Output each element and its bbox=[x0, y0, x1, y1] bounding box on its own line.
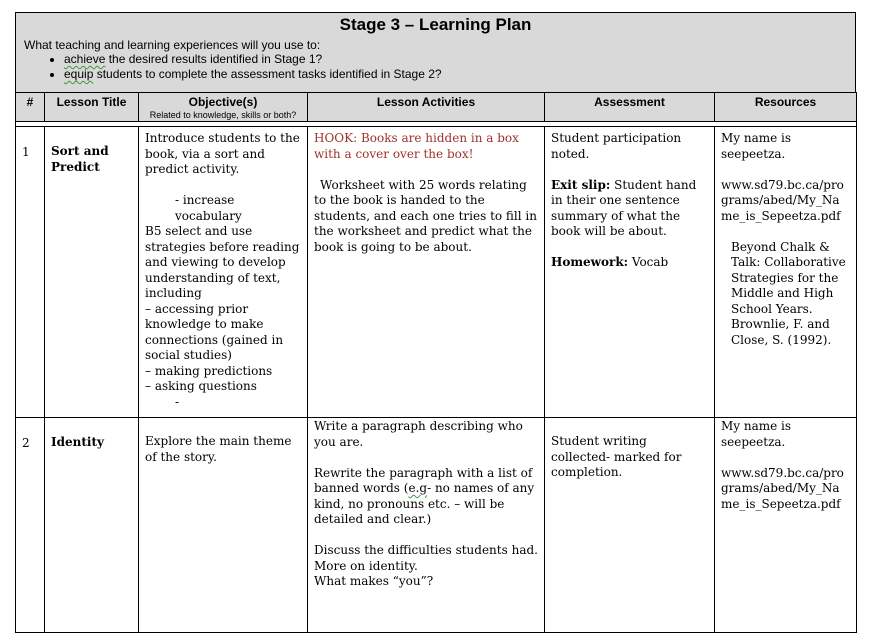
row-number: 2 bbox=[16, 418, 45, 633]
row-number: 1 bbox=[16, 127, 45, 418]
resource-book: Beyond Chalk & Talk: Collaborative Strategies for the Middle and High School Years. bbox=[731, 239, 846, 316]
bullet-achieve bbox=[64, 52, 855, 67]
hook-text: HOOK: Books are hidden in a box with a cover over the box! bbox=[314, 131, 519, 161]
page-title: Stage 3 – Learning Plan bbox=[339, 15, 532, 34]
objective-intro: Introduce students to the book, via a sort and predict activity. bbox=[145, 131, 300, 176]
col-resources: Resources bbox=[715, 93, 857, 122]
table-row bbox=[16, 127, 857, 418]
activity-part: Rewrite the paragraph with a list of banned words ( bbox=[314, 465, 533, 495]
exit-slip-label: Exit slip: bbox=[551, 177, 611, 192]
table-row bbox=[16, 418, 857, 633]
col-activities: Lesson Activities bbox=[308, 93, 545, 122]
resources-cell bbox=[715, 418, 857, 633]
resource-name: My name is seepeetza. bbox=[721, 419, 792, 449]
participation-text: Student participation noted. bbox=[551, 131, 682, 161]
objective-item: – accessing prior knowledge to make connections (gained in social studies) bbox=[145, 301, 284, 362]
objective-trailing: - bbox=[175, 394, 180, 409]
col-lesson-title: Lesson Title bbox=[45, 93, 139, 122]
document bbox=[15, 12, 856, 93]
header-question: What teaching and learning experiences will you use to: bbox=[24, 38, 321, 52]
col-objectives bbox=[139, 93, 308, 122]
bullet-rest: students to complete the assessment tasks identified in Stage 2? bbox=[93, 67, 442, 81]
col-num: # bbox=[16, 93, 45, 122]
objectives-cell: Explore the main theme of the story. bbox=[139, 418, 308, 633]
bullet-equip bbox=[64, 67, 855, 82]
activity-part: - no names of any kind, no pronouns etc. – will be detailed and clear.) bbox=[314, 481, 535, 526]
activity-text: What makes “you”? bbox=[314, 574, 434, 588]
activities-cell bbox=[308, 127, 545, 418]
activity-text: Write a paragraph describing who you are. bbox=[314, 419, 523, 449]
activities-cell bbox=[308, 418, 545, 633]
stage-header bbox=[15, 12, 856, 93]
objectives-cell bbox=[139, 127, 308, 418]
activity-eg: e.g bbox=[408, 481, 428, 495]
activity-text: Discuss the difficulties students had. bbox=[314, 543, 538, 557]
resource-url: www.sd79.bc.ca/programs/abed/My_Name_is_Sepeetza.pdf bbox=[721, 177, 844, 223]
exit-slip bbox=[551, 178, 708, 240]
col-objectives-label: Objective(s) bbox=[188, 95, 258, 109]
col-assessment: Assessment bbox=[545, 93, 715, 122]
worksheet-text: Worksheet with 25 words relating to the book is handed to the students, and each one tries to fill in the worksheet and predict what the book is going to be about. bbox=[314, 177, 537, 254]
objective-item: – making predictions bbox=[145, 363, 273, 378]
activity-text bbox=[314, 466, 538, 528]
lesson-title: Sort and Predict bbox=[45, 127, 139, 418]
resource-url: www.sd79.bc.ca/programs/abed/My_Name_is_Sepeetza.pdf bbox=[721, 465, 844, 511]
objective-bullet: - increase vocabulary bbox=[175, 193, 242, 223]
assessment-cell bbox=[545, 127, 715, 418]
resources-cell bbox=[715, 127, 857, 418]
homework bbox=[551, 255, 708, 271]
bullet-word: achieve bbox=[64, 52, 106, 66]
header-bullets bbox=[16, 52, 855, 82]
learning-plan-table bbox=[15, 92, 857, 633]
resource-name: My name is seepeetza. bbox=[721, 131, 792, 161]
table-header-row bbox=[16, 93, 857, 122]
exit-slip-text: Student hand in their one sentence summary of what the book will be about. bbox=[551, 177, 697, 238]
lesson-title: Identity bbox=[45, 418, 139, 633]
activity-text: More on identity. bbox=[314, 558, 418, 573]
homework-text: Vocab bbox=[628, 255, 669, 269]
col-objectives-sub: Related to knowledge, skills or both? bbox=[149, 110, 297, 120]
homework-label: Homework: bbox=[551, 255, 629, 269]
bullet-rest: the desired results identified in Stage 1? bbox=[105, 52, 323, 66]
resource-author: Brownlie, F. and Close, S. (1992). bbox=[731, 317, 832, 347]
objective-item: – asking questions bbox=[145, 379, 257, 393]
objective-b5: B5 select and use strategies before reading and viewing to develop understanding of text, including bbox=[145, 224, 300, 300]
bullet-word: equip bbox=[64, 67, 94, 81]
assessment-cell: Student writing collected- marked for completion. bbox=[545, 418, 715, 633]
